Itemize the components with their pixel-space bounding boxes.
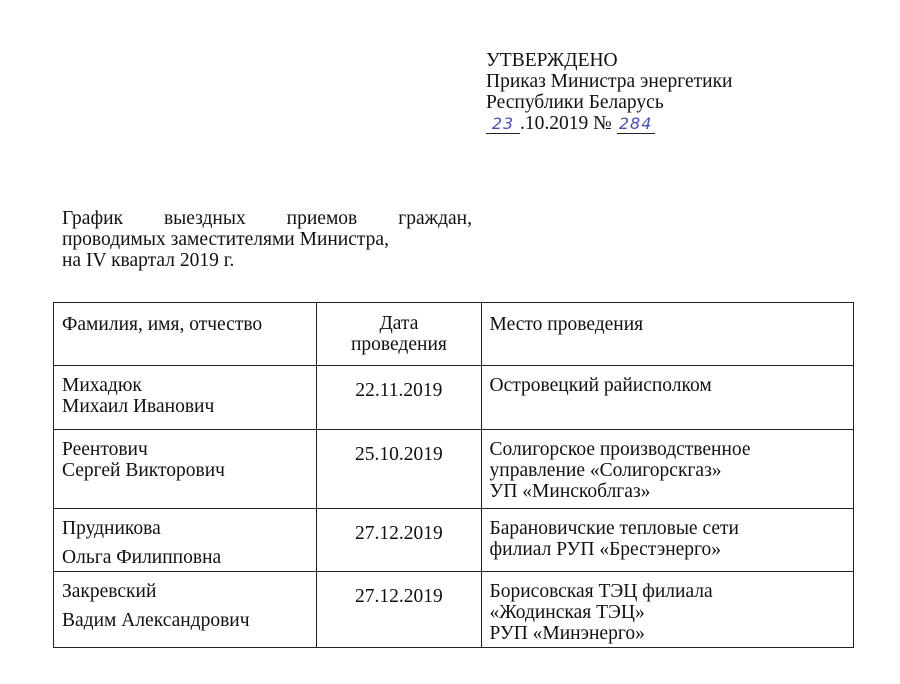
place-line: филиал РУП «Брестэнерго» [489,539,722,560]
schedule-table [53,302,854,648]
date-cell [317,366,481,430]
surname: Закревский [62,581,157,602]
approval-day-handwritten: 23 [491,114,515,133]
header-date-cell [317,303,481,366]
place-line: Борисовская ТЭЦ филиала [489,581,713,602]
heading-word: выездных [163,208,246,229]
given-name: Ольга Филипповна [62,547,222,568]
table-row [54,430,854,509]
table-row [54,572,854,648]
header-date-line-2: проведения [351,334,447,355]
table-row [54,509,854,572]
place-cell [481,509,853,572]
name-cell [54,572,317,648]
place-line: управление «Солигорскгаз» [489,460,722,481]
approval-block [486,50,886,134]
approval-date-line [486,113,886,134]
surname: Прудникова [62,518,161,539]
name-cell [54,366,317,430]
place-cell [481,572,853,648]
table-row [54,366,854,430]
header-date [317,303,480,355]
header-place-cell [481,303,853,366]
place-line: Барановичские тепловые сети [489,518,739,539]
approval-date-rest: .10.2019 № [520,113,612,134]
visit-date: 25.10.2019 [355,444,443,465]
header-date-line-1: Дата [379,313,419,334]
approval-number-field [617,115,655,134]
place-line: РУП «Минэнерго» [489,623,645,644]
given-name: Вадим Александрович [62,610,250,631]
name-cell [54,509,317,572]
date-cell [317,572,481,648]
given-name: Сергей Викторович [62,460,225,481]
place-line: УП «Минскоблгаз» [489,481,651,502]
visit-date: 22.11.2019 [355,380,443,401]
place-line: Островецкий райисполком [489,375,712,396]
date-cell [317,430,481,509]
place-line: «Жодинская ТЭЦ» [489,602,645,623]
table-header-row [54,303,854,366]
given-name: Михаил Иванович [62,396,215,417]
heading-line-3: на IV квартал 2019 г. [62,250,235,271]
approval-stamp: УТВЕРЖДЕНО [486,50,618,71]
header-name-cell [54,303,317,366]
document-heading [62,208,472,271]
visit-date: 27.12.2019 [355,586,443,607]
surname: Михадюк [62,375,142,396]
approval-country-line: Республики Беларусь [486,92,664,113]
place-cell [481,430,853,509]
visit-date: 27.12.2019 [355,523,443,544]
place-cell [481,366,853,430]
heading-line-1 [62,208,472,229]
header-name: Фамилия, имя, отчество [62,314,263,335]
date-cell [317,509,481,572]
approval-day-field [486,115,520,134]
name-cell [54,430,317,509]
heading-line-2: проводимых заместителями Министра, [62,229,389,250]
place-line: Солигорское производственное [489,439,751,460]
surname: Реентович [62,439,148,460]
heading-word: приемов [286,208,358,229]
approval-number-handwritten: 284 [618,114,653,133]
heading-word: График [62,208,123,229]
header-place: Место проведения [489,314,644,335]
approval-order-line: Приказ Министра энергетики [486,71,733,92]
heading-word: граждан, [398,208,472,229]
